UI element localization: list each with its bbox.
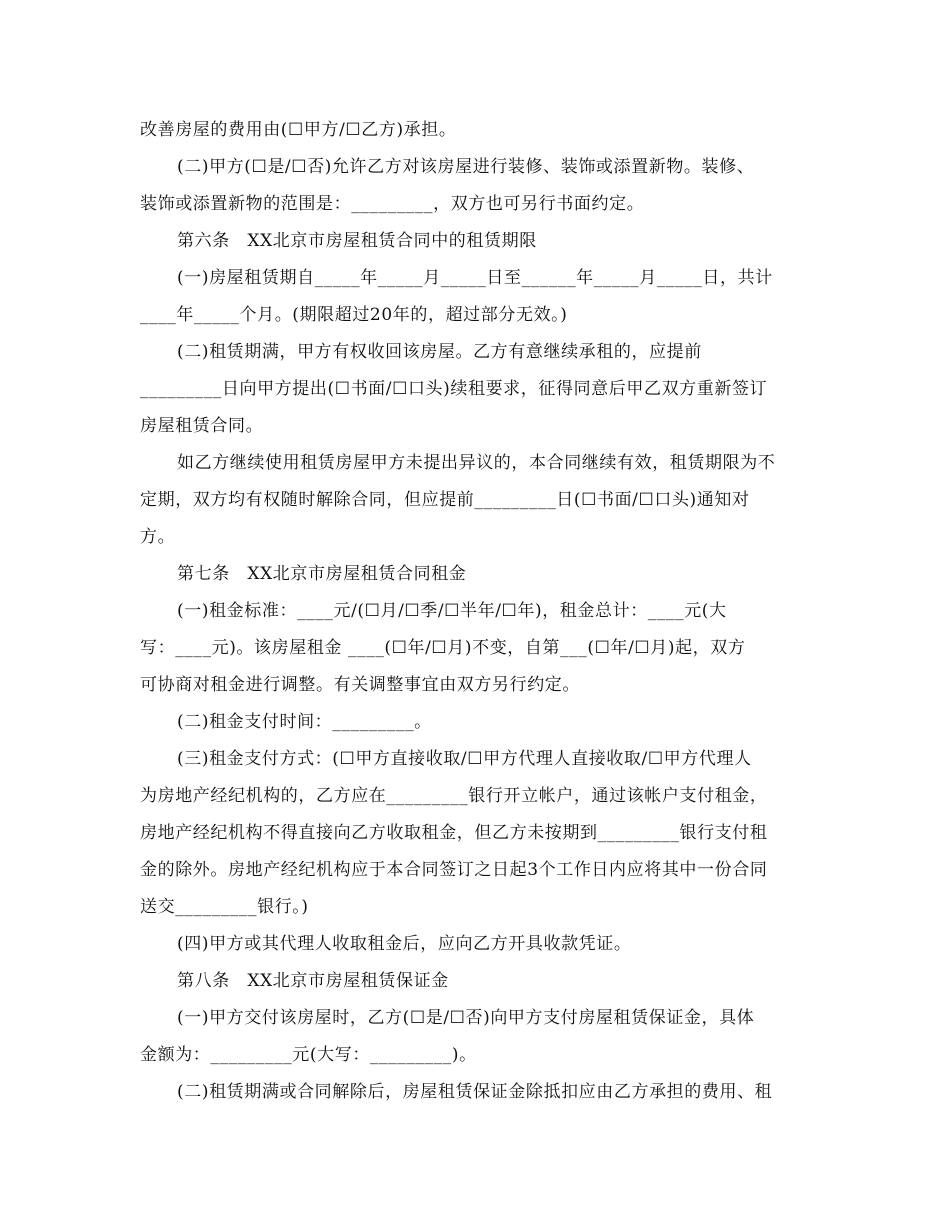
section-heading: 第七条 XX北京市房屋租赁合同租金 [177,564,467,584]
text-line: (一)房屋租赁期自_____年_____月_____日至______年_____月_____日，共计 [177,268,773,288]
text-line: 如乙方继续使用租赁房屋甲方未提出异议的，本合同继续有效，租赁期限为不 [177,453,776,473]
text-line: 写：____元)。该房屋租金 ____(☐年/☐月)不变，自第___(☐年/☐月)起，双方 [140,638,746,658]
text-line: (四)甲方或其代理人收取租金后，应向乙方开具收款凭证。 [177,934,632,954]
text-line: 送交_________银行。) [140,897,309,917]
text-line: (三)租金支付方式：(☐甲方直接收取/☐甲方代理人直接收取/☐甲方代理人 [177,749,752,769]
section-heading: 第八条 XX北京市房屋租赁保证金 [177,971,449,991]
text-line: (二)租金支付时间：_________。 [177,712,432,732]
text-line: 金额为：_________元(大写：_________)。 [140,1045,477,1065]
text-line: (一)甲方交付该房屋时，乙方(☐是/☐否)向甲方支付房屋租赁保证金，具体 [177,1008,755,1028]
section-heading: 第六条 XX北京市房屋租赁合同中的租赁期限 [177,231,537,251]
text-line: ____年_____个月。(期限超过20年的，超过部分无效。) [140,305,568,325]
text-line: (二)租赁期满，甲方有权收回该房屋。乙方有意继续承租的，应提前 [177,342,702,362]
text-line: 为房地产经纪机构的，乙方应在_________银行开立帐户，通过该帐户支付租金， [140,786,768,806]
text-line: 房地产经纪机构不得直接向乙方收取租金，但乙方未按期到_________银行支付租 [140,823,768,843]
text-line: (二)甲方(☐是/☐否)允许乙方对该房屋进行装修、装饰或添置新物。装修、 [177,157,755,177]
text-line: 金的除外。房地产经纪机构应于本合同签订之日起3个工作日内应将其中一份合同 [140,860,768,880]
text-line: 方。 [140,527,176,547]
text-line: 定期，双方均有权随时解除合同，但应提前_________日(☐书面/☐口头)通知对 [140,490,750,510]
text-line: (二)租赁期满或合同解除后，房屋租赁保证金除抵扣应由乙方承担的费用、租 [177,1082,773,1102]
text-line: 改善房屋的费用由(☐甲方/☐乙方)承担。 [140,120,457,140]
text-line: 可协商对租金进行调整。有关调整事宜由双方另行约定。 [140,675,580,695]
text-line: _________日向甲方提出(☐书面/☐口头)续租要求，征得同意后甲乙双方重新签订 [140,379,768,399]
text-line: (一)租金标准：____元/(☐月/☐季/☐半年/☐年)，租金总计：____元(大 [177,601,727,621]
text-line: 房屋租赁合同。 [140,416,264,436]
text-line: 装饰或添置新物的范围是：_________，双方也可另行书面约定。 [140,194,645,214]
